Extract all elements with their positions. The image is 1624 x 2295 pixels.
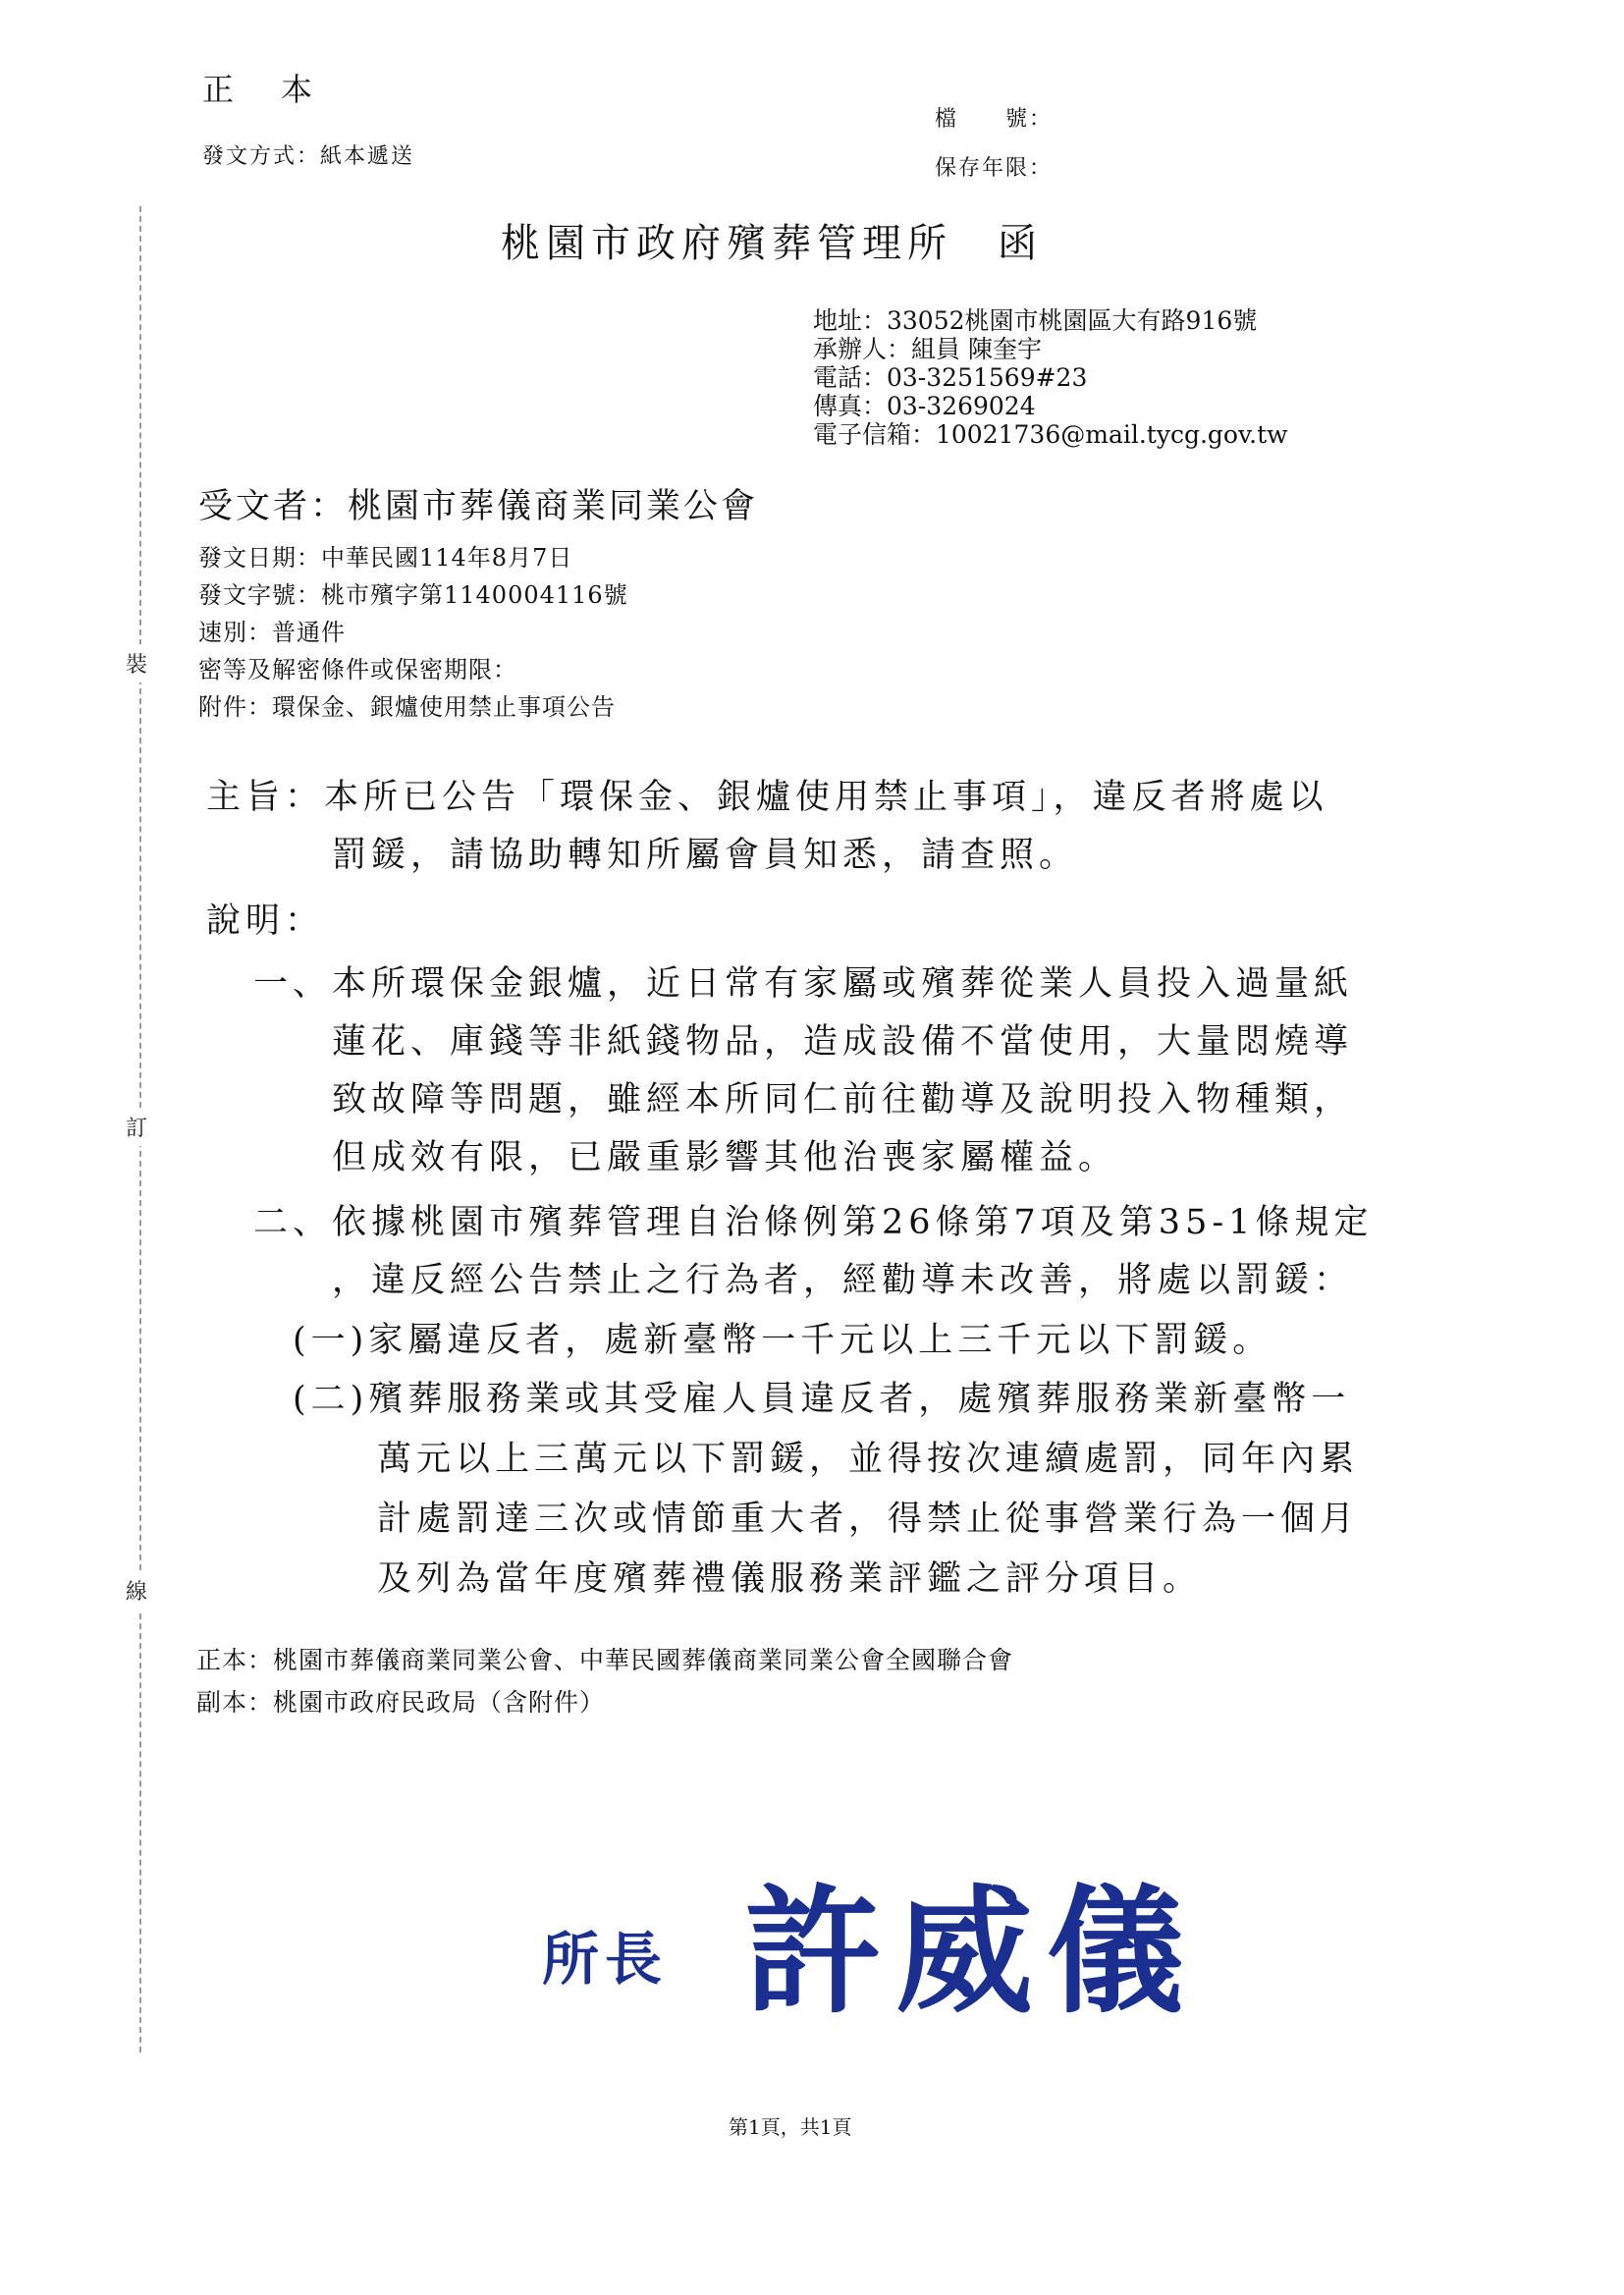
retention-label: 保存年限： [935, 156, 1054, 181]
item2-sub1: (一)家屬違反者，處新臺幣一千元以上三千元以下罰鍰。 [293, 1321, 1272, 1360]
contact-email: 電子信箱：10021736@mail.tycg.gov.tw [813, 420, 1288, 449]
item1-line-2: 蓮花、庫錢等非紙錢物品，造成設備不當使用，大量悶燒導 [332, 1022, 1354, 1062]
item2-sub2-line-2: 萬元以上三萬元以下罰鍰，並得按次連續處罰，同年內累 [377, 1440, 1360, 1479]
explanation-label: 說明： [206, 902, 325, 941]
copy-type: 正 本 [202, 71, 321, 108]
item2-sub2-line-4: 及列為當年度殯葬禮儀服務業評鑑之評分項目。 [377, 1559, 1203, 1599]
document-number: 發文字號：桃市殯字第1140004116號 [198, 581, 628, 609]
priority: 速別：普通件 [198, 619, 346, 646]
contact-block [813, 306, 1288, 449]
attachment: 附件：環保金、銀爐使用禁止事項公告 [198, 693, 616, 721]
binding-mark-zhuang: 裝 [126, 644, 147, 683]
contact-fax: 傳真：03-3269024 [813, 392, 1036, 420]
subject-line-2: 罰鍰，請協助轉知所屬會員知悉，請查照。 [332, 836, 1079, 875]
document-meta [198, 539, 628, 726]
item2-line-2: ，違反經公告禁止之行為者，經勸導未改善，將處以罰鍰： [332, 1261, 1354, 1300]
contact-phone: 電話：03-3251569#23 [813, 363, 1088, 392]
file-number-label: 檔 號： [935, 107, 1054, 132]
classification: 密等及解密條件或保密期限： [198, 656, 517, 683]
distribution-original: 正本：桃園市葬儀商業同業公會、中華民國葬儀商業同業公會全國聯合會 [196, 1646, 1014, 1674]
contact-address: 地址：33052桃園市桃園區大有路916號 [813, 306, 1258, 335]
binding-mark-xian: 線 [126, 1571, 147, 1610]
item2-sub2-line-1: (二)殯葬服務業或其受雇人員違反者，處殯葬服務業新臺幣一 [293, 1380, 1351, 1419]
item2-line-1: 二、依據桃園市殯葬管理自治條例第26條第7項及第35-1條規定 [253, 1203, 1374, 1242]
contact-handler: 承辦人：組員 陳奎宇 [813, 335, 1042, 363]
issue-date: 發文日期：中華民國114年8月7日 [198, 544, 573, 572]
subject-line-1: 主旨：本所已公告「環保金、銀爐使用禁止事項」，違反者將處以 [206, 778, 1328, 817]
item1-line-4: 但成效有限，已嚴重影響其他治喪家屬權益。 [332, 1138, 1118, 1177]
recipient: 受文者：桃園市葬儀商業同業公會 [198, 487, 759, 526]
document-title: 桃園市政府殯葬管理所 函 [501, 221, 1043, 266]
signature-name: 許威儀 [744, 1872, 1199, 2033]
binding-mark-ding: 訂 [126, 1108, 147, 1146]
page-number: 第1頁，共1頁 [729, 2115, 852, 2139]
item1-line-1: 一、本所環保金銀爐，近日常有家屬或殯葬從業人員投入過量紙 [253, 964, 1354, 1004]
distribution-copy: 副本：桃園市政府民政局（含附件） [196, 1688, 606, 1717]
item1-line-3: 致故障等問題，雖經本所同仁前往勸導及說明投入物種類， [332, 1080, 1354, 1120]
dispatch-method: 發文方式：紙本遞送 [202, 144, 415, 169]
item2-sub2-line-3: 計處罰達三次或情節重大者，得禁止從事營業行為一個月 [377, 1500, 1360, 1539]
signature-title: 所長 [542, 1926, 669, 1993]
